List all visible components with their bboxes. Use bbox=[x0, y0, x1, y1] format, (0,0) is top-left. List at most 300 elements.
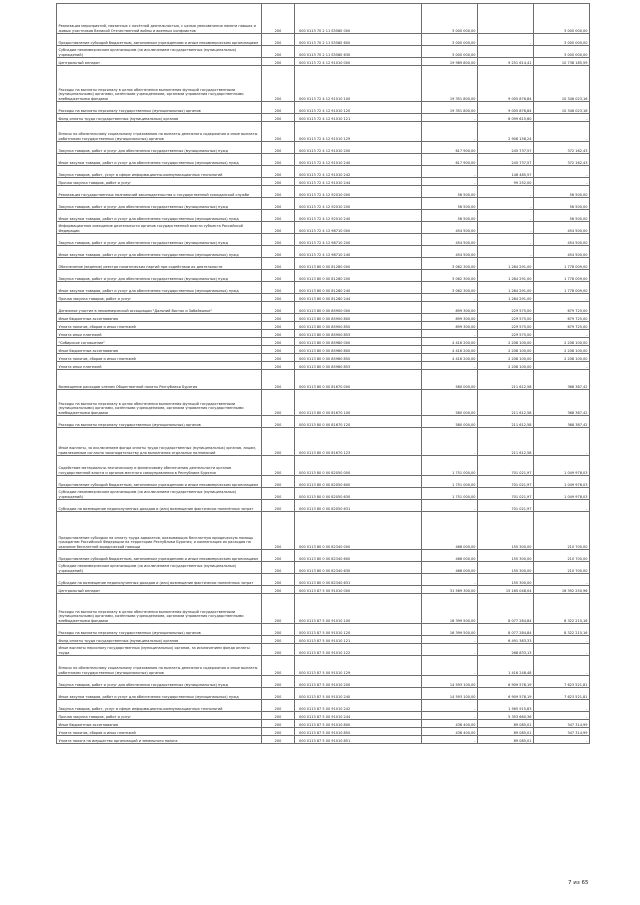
row-code: 200 bbox=[262, 4, 295, 34]
row-code: 200 bbox=[262, 512, 295, 550]
row-executed-amount: 89 085,01 bbox=[478, 720, 534, 728]
row-executed-amount: 155 300,00 bbox=[478, 550, 534, 562]
row-approved-amount: - bbox=[422, 700, 478, 712]
row-approved-amount: 3 000 000,00 bbox=[422, 34, 478, 46]
row-unexecuted-amount: 1 778 009,00 bbox=[534, 270, 590, 282]
table-row bbox=[57, 736, 590, 744]
row-classification-code: 000 0113 80 0 00 85980 853 bbox=[295, 362, 422, 370]
row-executed-amount: 1 284 291,00 bbox=[478, 294, 534, 302]
row-unexecuted-amount: 347 314,99 bbox=[534, 720, 590, 728]
row-name: Уплата налогов, сборов и иных платежей bbox=[57, 354, 262, 362]
table-row bbox=[57, 270, 590, 282]
row-unexecuted-amount: - bbox=[534, 700, 590, 712]
row-approved-amount: 899 300,00 bbox=[422, 314, 478, 322]
row-executed-amount: 9 005 876,84 bbox=[478, 66, 534, 102]
table-row bbox=[57, 354, 590, 362]
row-unexecuted-amount: 1 049 978,03 bbox=[534, 488, 590, 500]
row-code: 200 bbox=[262, 198, 295, 210]
row-code: 200 bbox=[262, 712, 295, 720]
row-unexecuted-amount: 1 778 009,00 bbox=[534, 258, 590, 270]
row-classification-code: 000 0113 80 0 00 85980 800 bbox=[295, 346, 422, 354]
table-row bbox=[57, 186, 590, 198]
table-row bbox=[57, 246, 590, 258]
row-unexecuted-amount: 210 700,00 bbox=[534, 550, 590, 562]
row-code: 200 bbox=[262, 456, 295, 476]
row-unexecuted-amount: - bbox=[534, 122, 590, 142]
row-executed-amount: 6 099 615,60 bbox=[478, 114, 534, 122]
row-code: 200 bbox=[262, 550, 295, 562]
row-classification-code: 000 0113 80 0 00 81280 244 bbox=[295, 294, 422, 302]
row-code: 200 bbox=[262, 594, 295, 624]
row-classification-code: 000 0113 87 5 00 91010 851 bbox=[295, 736, 422, 744]
row-name: Иные закупки товаров, работ и услуг для обеспечения государственных (муниципальных) нужд bbox=[57, 154, 262, 166]
row-approved-amount: 4 416 200,00 bbox=[422, 338, 478, 346]
row-executed-amount: 229 575,00 bbox=[478, 322, 534, 330]
row-approved-amount: 4 416 200,00 bbox=[422, 354, 478, 362]
row-name: Расходы на выплаты персоналу государственных (муниципальных) органов bbox=[57, 102, 262, 114]
row-executed-amount: - bbox=[478, 34, 534, 46]
row-executed-amount: - bbox=[478, 198, 534, 210]
row-classification-code: 000 0113 72 4 12 92010 200 bbox=[295, 198, 422, 210]
row-unexecuted-amount: 16 392 250,96 bbox=[534, 586, 590, 594]
row-code: 200 bbox=[262, 656, 295, 676]
row-approved-amount: 19 351 800,00 bbox=[422, 66, 478, 102]
row-approved-amount: - bbox=[422, 428, 478, 456]
row-unexecuted-amount: 10 346 023,16 bbox=[534, 66, 590, 102]
row-executed-amount: 6 909 578,19 bbox=[478, 676, 534, 688]
row-approved-amount: 1 751 000,00 bbox=[422, 488, 478, 500]
row-code: 200 bbox=[262, 500, 295, 512]
row-executed-amount: 155 300,00 bbox=[478, 574, 534, 586]
row-code: 200 bbox=[262, 720, 295, 728]
row-approved-amount: 466 000,00 bbox=[422, 550, 478, 562]
row-unexecuted-amount: 454 500,00 bbox=[534, 234, 590, 246]
row-executed-amount: 1 284 291,00 bbox=[478, 270, 534, 282]
row-classification-code: 000 0113 87 5 00 91010 242 bbox=[295, 700, 422, 712]
row-classification-code: 000 0113 70 2 11 S5580 600 bbox=[295, 34, 422, 46]
row-name: Субсидии на возмещение недополученных доходов и (или) возмещение фактически понесённых затрат bbox=[57, 500, 262, 512]
row-approved-amount: 466 000,00 bbox=[422, 562, 478, 574]
row-executed-amount: 211 612,58 bbox=[478, 390, 534, 416]
row-classification-code: 000 0113 87 5 00 91010 800 bbox=[295, 720, 422, 728]
row-approved-amount: 19 351 800,00 bbox=[422, 102, 478, 114]
row-unexecuted-amount: - bbox=[534, 644, 590, 656]
row-unexecuted-amount: - bbox=[534, 294, 590, 302]
row-classification-code: 000 0113 87 5 00 91010 240 bbox=[295, 688, 422, 700]
row-code: 200 bbox=[262, 234, 295, 246]
row-name: Расходы на выплаты персоналу государственных (муниципальных) органов bbox=[57, 624, 262, 636]
row-classification-code: 000 0113 87 5 00 91010 100 bbox=[295, 594, 422, 624]
row-classification-code: 000 0113 87 5 00 91010 200 bbox=[295, 676, 422, 688]
row-name: Закупка товаров, работ и услуг для обеспечения государственных (муниципальных) нужд bbox=[57, 676, 262, 688]
table-row bbox=[57, 282, 590, 294]
row-approved-amount: 16 399 500,00 bbox=[422, 594, 478, 624]
row-unexecuted-amount: - bbox=[534, 574, 590, 586]
table-row bbox=[57, 500, 590, 512]
row-unexecuted-amount: 7 623 521,81 bbox=[534, 688, 590, 700]
row-unexecuted-amount: 679 725,00 bbox=[534, 302, 590, 314]
row-classification-code: 000 0113 80 0 00 82050 630 bbox=[295, 488, 422, 500]
row-name: Иные закупки товаров, работ и услуг для обеспечения государственных (муниципальных) нужд bbox=[57, 210, 262, 222]
row-approved-amount: - bbox=[422, 736, 478, 744]
table-row bbox=[57, 258, 590, 270]
table-row bbox=[57, 154, 590, 166]
table-row bbox=[57, 656, 590, 676]
row-classification-code: 000 0113 70 2 11 S5580 000 bbox=[295, 4, 422, 34]
table-row bbox=[57, 574, 590, 586]
row-code: 200 bbox=[262, 676, 295, 688]
row-classification-code: 000 0113 72 4 12 91010 240 bbox=[295, 154, 422, 166]
table-row bbox=[57, 712, 590, 720]
row-approved-amount: 56 500,00 bbox=[422, 186, 478, 198]
row-approved-amount: - bbox=[422, 330, 478, 338]
row-unexecuted-amount: 56 500,00 bbox=[534, 210, 590, 222]
row-name: Предоставление субсидий бюджетным, автономным учреждениям и иным некоммерческим организациям bbox=[57, 476, 262, 488]
table-row bbox=[57, 428, 590, 456]
row-approved-amount: - bbox=[422, 712, 478, 720]
row-approved-amount: - bbox=[422, 636, 478, 644]
row-name: Субсидии некоммерческим организациям (за исключением государственных (муниципальных) учреждений) bbox=[57, 488, 262, 500]
row-code: 200 bbox=[262, 330, 295, 338]
row-name: Закупка товаров, работ, услуг в сфере информационно-коммуникационных технологий bbox=[57, 166, 262, 178]
row-name: Фонд оплаты труда государственных (муниципальных) органов bbox=[57, 114, 262, 122]
row-classification-code: 000 0113 72 4 12 91010 244 bbox=[295, 178, 422, 186]
table-row bbox=[57, 338, 590, 346]
row-executed-amount bbox=[478, 4, 534, 34]
row-code: 200 bbox=[262, 428, 295, 456]
row-code: 200 bbox=[262, 574, 295, 586]
table-row bbox=[57, 594, 590, 624]
table-row bbox=[57, 644, 590, 656]
row-name: Субсидии на возмещение недополученных доходов и (или) возмещение фактически понесённых затрат bbox=[57, 574, 262, 586]
row-name: Иные бюджетные ассигнования bbox=[57, 720, 262, 728]
row-code: 200 bbox=[262, 736, 295, 744]
row-name: Центральный аппарат bbox=[57, 58, 262, 66]
table-row bbox=[57, 624, 590, 636]
row-approved-amount: 580 000,00 bbox=[422, 416, 478, 428]
row-approved-amount: 899 300,00 bbox=[422, 302, 478, 314]
row-name: Закупка товаров, работ и услуг для обеспечения государственных (муниципальных) нужд bbox=[57, 234, 262, 246]
row-executed-amount: 229 575,00 bbox=[478, 302, 534, 314]
table-row bbox=[57, 322, 590, 330]
row-classification-code: 000 0113 72 4 12 91010 129 bbox=[295, 122, 422, 142]
row-executed-amount: 1 416 248,48 bbox=[478, 656, 534, 676]
row-approved-amount: 14 593 100,00 bbox=[422, 688, 478, 700]
row-approved-amount: 3 062 300,00 bbox=[422, 258, 478, 270]
row-code: 200 bbox=[262, 302, 295, 314]
row-code: 200 bbox=[262, 370, 295, 390]
table-row bbox=[57, 114, 590, 122]
row-unexecuted-amount: 10 738 185,59 bbox=[534, 58, 590, 66]
row-executed-amount bbox=[478, 46, 534, 58]
row-unexecuted-amount: 8 322 215,16 bbox=[534, 624, 590, 636]
row-code: 200 bbox=[262, 390, 295, 416]
row-name: Реализация мероприятий, связанных с почётной деятельностью, с целью увековечения памяти павших и живых участников Великой Отечественной войны и военных конфликтов bbox=[57, 4, 262, 34]
row-executed-amount: 9 005 876,84 bbox=[478, 102, 534, 114]
row-approved-amount: 56 500,00 bbox=[422, 198, 478, 210]
row-name: Уплата иных платежей bbox=[57, 330, 262, 338]
row-unexecuted-amount: 7 623 521,81 bbox=[534, 676, 590, 688]
row-executed-amount: 268 833,13 bbox=[478, 644, 534, 656]
row-approved-amount: 3 000 000,00 bbox=[422, 46, 478, 58]
row-unexecuted-amount: 210 700,00 bbox=[534, 512, 590, 550]
row-executed-amount: 8 077 284,84 bbox=[478, 594, 534, 624]
table-row bbox=[57, 728, 590, 736]
row-approved-amount: - bbox=[422, 574, 478, 586]
table-row bbox=[57, 166, 590, 178]
row-classification-code: 000 0113 70 2 11 S5580 630 bbox=[295, 46, 422, 58]
row-classification-code: 000 0113 72 4 12 92010 240 bbox=[295, 210, 422, 222]
row-name: Расходы на выплаты персоналу государственных (муниципальных) органов bbox=[57, 416, 262, 428]
row-unexecuted-amount: - bbox=[534, 712, 590, 720]
row-classification-code: 000 0113 87 5 00 91010 000 bbox=[295, 586, 422, 594]
row-code: 200 bbox=[262, 636, 295, 644]
row-executed-amount: 701 021,97 bbox=[478, 456, 534, 476]
row-classification-code: 000 0113 80 0 00 81670 100 bbox=[295, 390, 422, 416]
row-classification-code: 000 0113 80 0 00 85980 850 bbox=[295, 354, 422, 362]
row-classification-code: 000 0113 80 0 00 82340 600 bbox=[295, 550, 422, 562]
row-code: 200 bbox=[262, 624, 295, 636]
row-name: Фонд оплаты труда государственных (муниципальных) органов bbox=[57, 636, 262, 644]
row-approved-amount: 16 399 500,00 bbox=[422, 624, 478, 636]
row-name: Уплата иных платежей bbox=[57, 362, 262, 370]
row-code: 200 bbox=[262, 338, 295, 346]
row-executed-amount: 1 284 291,00 bbox=[478, 282, 534, 294]
row-approved-amount: 31 569 300,00 bbox=[422, 586, 478, 594]
row-executed-amount: 2 208 100,00 bbox=[478, 354, 534, 362]
row-code: 200 bbox=[262, 416, 295, 428]
row-approved-amount: - bbox=[422, 500, 478, 512]
row-approved-amount: - bbox=[422, 178, 478, 186]
row-classification-code: 000 0113 80 0 00 85900 853 bbox=[295, 330, 422, 338]
row-unexecuted-amount: 3 000 000,00 bbox=[534, 34, 590, 46]
row-unexecuted-amount: 8 322 215,16 bbox=[534, 594, 590, 624]
row-name: Прочая закупка товаров, работ и услуг bbox=[57, 294, 262, 302]
row-unexecuted-amount: 368 387,42 bbox=[534, 370, 590, 390]
row-executed-amount: 6 909 578,19 bbox=[478, 688, 534, 700]
row-approved-amount: 436 400,00 bbox=[422, 728, 478, 736]
row-approved-amount: 14 593 100,00 bbox=[422, 676, 478, 688]
row-code: 200 bbox=[262, 102, 295, 114]
table-row bbox=[57, 222, 590, 234]
row-code: 200 bbox=[262, 476, 295, 488]
table-row bbox=[57, 476, 590, 488]
table-row bbox=[57, 122, 590, 142]
row-code: 200 bbox=[262, 488, 295, 500]
table-row bbox=[57, 102, 590, 114]
row-classification-code: 000 0113 80 0 00 82340 000 bbox=[295, 512, 422, 550]
row-unexecuted-amount: 454 500,00 bbox=[534, 222, 590, 234]
row-name: Иные закупки товаров, работ и услуг для обеспечения государственных (муниципальных) нужд bbox=[57, 246, 262, 258]
row-classification-code: 000 0113 80 0 00 85900 850 bbox=[295, 322, 422, 330]
row-code: 200 bbox=[262, 166, 295, 178]
row-classification-code: 000 0113 87 5 00 91010 850 bbox=[295, 728, 422, 736]
row-unexecuted-amount: - bbox=[534, 636, 590, 644]
row-unexecuted-amount: 679 725,00 bbox=[534, 322, 590, 330]
table-row bbox=[57, 688, 590, 700]
row-name: Взносы по обязательному социальному страхованию на выплаты денежного содержания и иные выплаты работникам государственных (муниципальных) органов bbox=[57, 656, 262, 676]
row-executed-amount: 9 251 614,41 bbox=[478, 58, 534, 66]
row-code: 200 bbox=[262, 154, 295, 166]
row-classification-code: 000 0113 87 5 00 91010 129 bbox=[295, 656, 422, 676]
row-classification-code: 000 0113 80 0 00 81670 120 bbox=[295, 416, 422, 428]
row-classification-code: 000 0113 72 4 12 91010 100 bbox=[295, 66, 422, 102]
row-unexecuted-amount: 2 208 100,00 bbox=[534, 346, 590, 354]
row-approved-amount: 3 062 300,00 bbox=[422, 270, 478, 282]
row-executed-amount: 5 353 660,36 bbox=[478, 712, 534, 720]
table-row bbox=[57, 330, 590, 338]
row-unexecuted-amount: 1 049 978,03 bbox=[534, 476, 590, 488]
row-name: Реализация государственных полномочий законодательства о государственной гражданской службе bbox=[57, 186, 262, 198]
row-name: Обеспечение (ведение) реестра политических партий при содействии их деятельности bbox=[57, 258, 262, 270]
row-approved-amount: 580 000,00 bbox=[422, 370, 478, 390]
row-executed-amount: 211 612,58 bbox=[478, 370, 534, 390]
row-unexecuted-amount: 368 387,42 bbox=[534, 416, 590, 428]
row-code: 200 bbox=[262, 354, 295, 362]
row-approved-amount: 580 000,00 bbox=[422, 390, 478, 416]
row-name: Иные закупки товаров, работ и услуг для обеспечения государственных (муниципальных) нужд bbox=[57, 688, 262, 700]
row-name: Прочая закупка товаров, работ и услуг bbox=[57, 712, 262, 720]
table-row bbox=[57, 636, 590, 644]
budget-table bbox=[56, 3, 590, 744]
row-approved-amount: 3 062 300,00 bbox=[422, 282, 478, 294]
row-classification-code: 000 0113 80 0 00 81280 240 bbox=[295, 282, 422, 294]
row-code: 200 bbox=[262, 142, 295, 154]
row-name: Содействие материально-техническому и финансовому обеспечению деятельности органов государственной власти и органов местного самоуправления в Республике Бурятия bbox=[57, 456, 262, 476]
row-approved-amount: 56 500,00 bbox=[422, 210, 478, 222]
table-row bbox=[57, 58, 590, 66]
row-classification-code: 000 0113 72 4 12 92010 000 bbox=[295, 186, 422, 198]
row-name: Уплата налога на имущество организаций и земельного налога bbox=[57, 736, 262, 744]
row-name: Закупка товаров, работ и услуг для обеспечения государственных (муниципальных) нужд bbox=[57, 198, 262, 210]
table-row bbox=[57, 456, 590, 476]
row-unexecuted-amount: - bbox=[534, 500, 590, 512]
row-approved-amount: 436 400,00 bbox=[422, 720, 478, 728]
row-executed-amount: 1 284 291,00 bbox=[478, 258, 534, 270]
row-unexecuted-amount: - bbox=[534, 114, 590, 122]
row-classification-code: 000 0113 72 4 12 98710 000 bbox=[295, 222, 422, 234]
row-name: Расходы на выплаты персоналу в целях обеспечения выполнения функций государственными (муниципальными) органами, казёнными учреждениями, органами управления государственными внебюджетными фондами bbox=[57, 390, 262, 416]
row-code: 200 bbox=[262, 644, 295, 656]
table-row bbox=[57, 370, 590, 390]
row-classification-code: 000 0113 72 4 12 91010 000 bbox=[295, 58, 422, 66]
table-row bbox=[57, 346, 590, 354]
row-code: 200 bbox=[262, 222, 295, 234]
row-executed-amount: 146 485,57 bbox=[478, 166, 534, 178]
row-classification-code: 000 0113 80 0 00 85900 000 bbox=[295, 302, 422, 314]
row-code: 200 bbox=[262, 314, 295, 322]
row-executed-amount: - bbox=[478, 234, 534, 246]
row-executed-amount: 89 085,01 bbox=[478, 728, 534, 736]
row-classification-code: 000 0113 87 5 00 91010 244 bbox=[295, 712, 422, 720]
row-approved-amount: 1 751 000,00 bbox=[422, 456, 478, 476]
row-classification-code: 000 0113 87 5 00 91010 120 bbox=[295, 624, 422, 636]
row-executed-amount: 15 165 048,04 bbox=[478, 586, 534, 594]
table-row bbox=[57, 550, 590, 562]
table-row bbox=[57, 34, 590, 46]
row-executed-amount: 1 565 915,83 bbox=[478, 700, 534, 712]
table-row bbox=[57, 362, 590, 370]
table-row bbox=[57, 302, 590, 314]
row-executed-amount: 701 021,97 bbox=[478, 476, 534, 488]
row-unexecuted-amount: - bbox=[534, 166, 590, 178]
row-code: 200 bbox=[262, 178, 295, 186]
row-name: Субсидии некоммерческим организациям (за исключением государственных (муниципальных) учреждений) bbox=[57, 46, 262, 58]
row-code: 200 bbox=[262, 58, 295, 66]
row-classification-code: 000 0113 80 0 00 81670 000 bbox=[295, 370, 422, 390]
table-row bbox=[57, 700, 590, 712]
row-classification-code: 000 0113 80 0 00 81670 123 bbox=[295, 428, 422, 456]
row-unexecuted-amount: 679 725,00 bbox=[534, 314, 590, 322]
row-classification-code: 000 0113 80 0 00 82340 631 bbox=[295, 574, 422, 586]
row-unexecuted-amount: 1 778 009,00 bbox=[534, 282, 590, 294]
row-name: Денежное участие в некоммерческой ассоциации "Дальний Восток и Забайкалье" bbox=[57, 302, 262, 314]
row-name: Иные закупки товаров, работ и услуг для обеспечения государственных (муниципальных) нужд bbox=[57, 282, 262, 294]
row-executed-amount: 2 208 100,00 bbox=[478, 346, 534, 354]
row-name: Центральный аппарат bbox=[57, 586, 262, 594]
row-name: Возмещение расходов членам Общественной палаты Республики Бурятия bbox=[57, 370, 262, 390]
row-code: 200 bbox=[262, 346, 295, 354]
row-approved-amount: - bbox=[422, 294, 478, 302]
row-name: Расходы на выплаты персоналу в целях обеспечения выполнения функций государственными (муниципальными) органами, казёнными учреждениями, органами управления государственными внебюджетными фондами bbox=[57, 66, 262, 102]
row-code: 200 bbox=[262, 114, 295, 122]
row-code: 200 bbox=[262, 258, 295, 270]
row-classification-code: 000 0113 80 0 00 82050 000 bbox=[295, 456, 422, 476]
row-unexecuted-amount: 56 500,00 bbox=[534, 186, 590, 198]
row-code: 200 bbox=[262, 270, 295, 282]
row-unexecuted-amount: - bbox=[534, 428, 590, 456]
row-executed-amount: - bbox=[478, 210, 534, 222]
row-executed-amount: 211 612,58 bbox=[478, 416, 534, 428]
row-classification-code: 000 0113 72 4 12 91010 242 bbox=[295, 166, 422, 178]
row-name: "Сибирское соглашение" bbox=[57, 338, 262, 346]
row-unexecuted-amount: 368 387,42 bbox=[534, 390, 590, 416]
row-unexecuted-amount: 372 162,43 bbox=[534, 142, 590, 154]
table-row bbox=[57, 416, 590, 428]
row-approved-amount: 617 900,00 bbox=[422, 142, 478, 154]
row-name: Иные выплаты персоналу государственных (муниципальных) органов, за исключением фонда оплаты труда bbox=[57, 644, 262, 656]
row-executed-amount: 155 300,00 bbox=[478, 512, 534, 550]
row-name: Иные бюджетные ассигнования bbox=[57, 346, 262, 354]
row-name: Субсидии некоммерческим организациям (за исключением государственных (муниципальных) учреждений) bbox=[57, 562, 262, 574]
table-row bbox=[57, 294, 590, 302]
row-classification-code: 000 0113 72 4 12 91010 200 bbox=[295, 142, 422, 154]
row-code: 200 bbox=[262, 362, 295, 370]
table-row bbox=[57, 562, 590, 574]
row-classification-code: 000 0113 80 0 00 85980 000 bbox=[295, 338, 422, 346]
table-row bbox=[57, 4, 590, 34]
row-executed-amount: 229 575,00 bbox=[478, 330, 534, 338]
table-row bbox=[57, 198, 590, 210]
row-unexecuted-amount: - bbox=[534, 656, 590, 676]
row-approved-amount: 19 989 800,00 bbox=[422, 58, 478, 66]
row-unexecuted-amount: 372 162,43 bbox=[534, 154, 590, 166]
row-classification-code: 000 0113 72 4 12 91010 121 bbox=[295, 114, 422, 122]
row-code: 200 bbox=[262, 282, 295, 294]
row-unexecuted-amount: 1 049 978,03 bbox=[534, 456, 590, 476]
row-executed-amount: 99 252,00 bbox=[478, 178, 534, 186]
row-name: Иные бюджетные ассигнования bbox=[57, 314, 262, 322]
table-row bbox=[57, 178, 590, 186]
row-name: Взносы по обязательному социальному страхованию на выплаты денежного содержания и иные выплаты работникам государственных (муниципальных) органов bbox=[57, 122, 262, 142]
row-approved-amount: - bbox=[422, 362, 478, 370]
row-unexecuted-amount: 347 314,99 bbox=[534, 728, 590, 736]
row-name: Уплата налогов, сборов и иных платежей bbox=[57, 728, 262, 736]
row-unexecuted-amount: 10 346 023,16 bbox=[534, 102, 590, 114]
row-executed-amount: 701 021,97 bbox=[478, 488, 534, 500]
row-classification-code: 000 0113 87 5 00 91010 122 bbox=[295, 644, 422, 656]
row-code: 200 bbox=[262, 294, 295, 302]
